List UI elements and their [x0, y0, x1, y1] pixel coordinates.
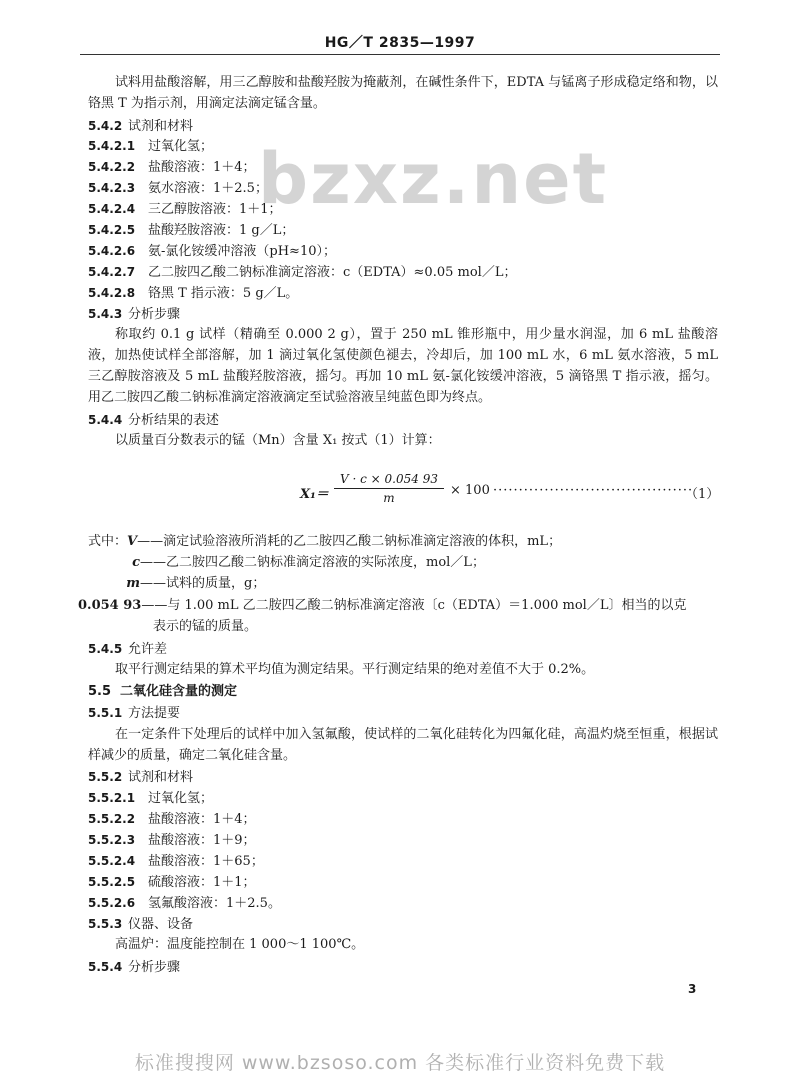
section-5-5-4 [88, 957, 180, 978]
section-number: 5.4.2 [88, 119, 123, 133]
section-title: 允许差 [128, 642, 168, 657]
section-number: 5.5 [88, 684, 112, 699]
reagent-item [88, 830, 256, 851]
section-title: 仪器、设备 [128, 917, 194, 932]
formula-lhs: X₁＝ [300, 487, 329, 502]
section-number: 5.5.3 [88, 917, 123, 931]
definition-row [78, 596, 686, 616]
section-number: 5.5.4 [88, 960, 123, 974]
item-number: 5.5.2.3 [88, 833, 136, 847]
reagent-item [88, 851, 264, 872]
section-title: 分析步骤 [128, 307, 181, 322]
formula-1 [300, 472, 720, 512]
definition-symbol: V [127, 534, 138, 549]
reagent-item [88, 893, 281, 914]
item-number: 5.4.2.1 [88, 139, 136, 153]
formula-numerator: V · c × 0.054 93 [334, 472, 444, 489]
reagent-item [88, 199, 282, 220]
item-text: 乙二胺四乙酸二钠标准滴定溶液：c（EDTA）≈0.05 mol／L； [148, 265, 517, 280]
definition-row [78, 574, 265, 594]
footer-watermark: 标准搜搜网 www.bzsoso.com 各类标准行业资料免费下载 [134, 1052, 666, 1074]
item-number: 5.5.2.4 [88, 854, 136, 868]
reagent-item [88, 241, 336, 262]
item-text: 盐酸溶液：1＋65； [148, 854, 264, 869]
section-5-5-2 [88, 767, 193, 788]
item-text: 盐酸溶液：1＋9； [148, 833, 256, 848]
definition-continuation: 表示的锰的质量。 [153, 619, 258, 634]
document-header: HG／T 2835—1997 [324, 35, 476, 51]
reagent-item [88, 157, 256, 178]
reagent-item [88, 283, 298, 304]
item-number: 5.4.2.7 [88, 265, 136, 279]
item-text: 硫酸溶液：1＋1； [148, 875, 256, 890]
reagent-item [88, 220, 294, 241]
item-number: 5.5.2.2 [88, 812, 136, 826]
tolerance-text: 取平行测定结果的算术平均值为测定结果。平行测定结果的绝对差值不大于 0.2%。 [115, 662, 595, 677]
equipment-text: 高温炉：温度能控制在 1 000～1 100℃。 [115, 937, 365, 952]
method-paragraph: 在一定条件下处理后的试样中加入氢氟酸，使试样的二氧化硅转化为四氟化硅，高温灼烧至恒重，根据试样减少的质量，确定二氧化硅含量。 [88, 727, 718, 763]
formula-denominator: m [383, 491, 395, 505]
section-title: 分析步骤 [128, 960, 181, 975]
item-text: 过氧化氢； [148, 139, 214, 154]
section-5-5-3 [88, 914, 193, 935]
item-text: 氢氟酸溶液：1＋2.5。 [148, 896, 281, 911]
item-number: 5.4.2.5 [88, 223, 136, 237]
item-number: 5.4.2.4 [88, 202, 136, 216]
definition-row [88, 532, 561, 552]
reagent-item [88, 262, 516, 283]
section-number: 5.4.3 [88, 307, 123, 321]
section-number: 5.5.1 [88, 706, 123, 720]
section-title: 试剂和材料 [128, 119, 194, 134]
item-number: 5.5.2.5 [88, 875, 136, 889]
item-text: 氨-氯化铵缓冲溶液（pH≈10）； [148, 244, 336, 259]
section-title: 试剂和材料 [128, 770, 194, 785]
definition-text: ——乙二胺四乙酸二钠标准滴定溶液的实际浓度，mol／L； [140, 555, 485, 570]
item-text: 盐酸溶液：1＋4； [148, 160, 256, 175]
definition-prefix: 式中： [88, 534, 128, 549]
item-text: 盐酸溶液：1＋4； [148, 812, 256, 827]
result-intro: 以质量百分数表示的锰（Mn）含量 X₁ 按式（1）计算： [115, 433, 441, 448]
formula-number: （1） [685, 487, 720, 502]
item-number: 5.4.2.6 [88, 244, 136, 258]
formula-leader-dots: ······································· [493, 483, 694, 498]
item-number: 5.5.2.6 [88, 896, 136, 910]
definition-row [78, 553, 485, 573]
section-title: 二氧化硅含量的测定 [120, 684, 238, 699]
item-number: 5.5.2.1 [88, 791, 136, 805]
reagent-item [88, 178, 268, 199]
item-number: 5.4.2.2 [88, 160, 136, 174]
section-number: 5.4.5 [88, 642, 123, 656]
section-title: 分析结果的表述 [128, 413, 220, 428]
definition-text: ——与 1.00 mL 乙二胺四乙酸二钠标准滴定溶液〔c（EDTA）＝1.000 mol／L〕相当的以克 [141, 598, 687, 613]
section-5-4-4 [88, 410, 219, 431]
reagent-item [88, 809, 256, 830]
section-5-4-5 [88, 639, 167, 660]
watermark: bzxz.net [258, 138, 609, 220]
page-number: 3 [688, 982, 697, 996]
section-5-5-1 [88, 703, 180, 724]
item-number: 5.4.2.3 [88, 181, 136, 195]
formula-multiplier: × 100 [450, 483, 490, 498]
section-5-4-2 [88, 116, 193, 137]
definition-text: ——试料的质量，g； [140, 576, 266, 591]
formula-fraction [334, 472, 444, 505]
reagent-item [88, 788, 213, 809]
item-text: 铬黑 T 指示液：5 g／L。 [148, 286, 299, 301]
item-text: 三乙醇胺溶液：1＋1； [148, 202, 282, 217]
definition-symbol: c [132, 555, 140, 570]
item-number: 5.4.2.8 [88, 286, 136, 300]
definition-symbol: 0.054 93 [78, 598, 142, 613]
definition-text: ——滴定试验溶液所消耗的乙二胺四乙酸二钠标准滴定溶液的体积，mL； [137, 534, 562, 549]
section-number: 5.4.4 [88, 413, 123, 427]
procedure-paragraph: 称取约 0.1 g 试样（精确至 0.000 2 g），置于 250 mL 锥形瓶中，用少量水润湿，加 6 mL 盐酸溶液，加热使试样全部溶解，加 1 滴过氧化氢使颜色褪去，冷却后，加 100 mL 水，6 mL 氨水溶液，5 mL 三乙醇胺溶液及 5 mL 盐酸羟胺溶液，摇匀。再加 10 mL 氨-氯化铵缓冲溶液，5 滴铬黑 T 指示液，摇匀。用乙二胺四乙酸二钠标准滴定溶液滴定至试验溶液呈纯蓝色即为终点。 [88, 327, 718, 405]
definition-symbol: m [126, 576, 140, 591]
item-text: 盐酸羟胺溶液：1 g／L； [148, 223, 295, 238]
item-text: 氨水溶液：1＋2.5； [148, 181, 268, 196]
section-5-4-3 [88, 304, 180, 325]
section-title: 方法提要 [128, 706, 181, 721]
header-rule [80, 54, 720, 55]
reagent-item [88, 872, 256, 893]
item-text: 过氧化氢； [148, 791, 214, 806]
intro-paragraph: 试料用盐酸溶解，用三乙醇胺和盐酸羟胺为掩蔽剂，在碱性条件下，EDTA 与锰离子形成稳定络和物，以铬黑 T 为指示剂，用滴定法滴定锰含量。 [88, 75, 718, 111]
section-5-5 [88, 682, 237, 702]
reagent-item [88, 136, 213, 157]
section-number: 5.5.2 [88, 770, 123, 784]
